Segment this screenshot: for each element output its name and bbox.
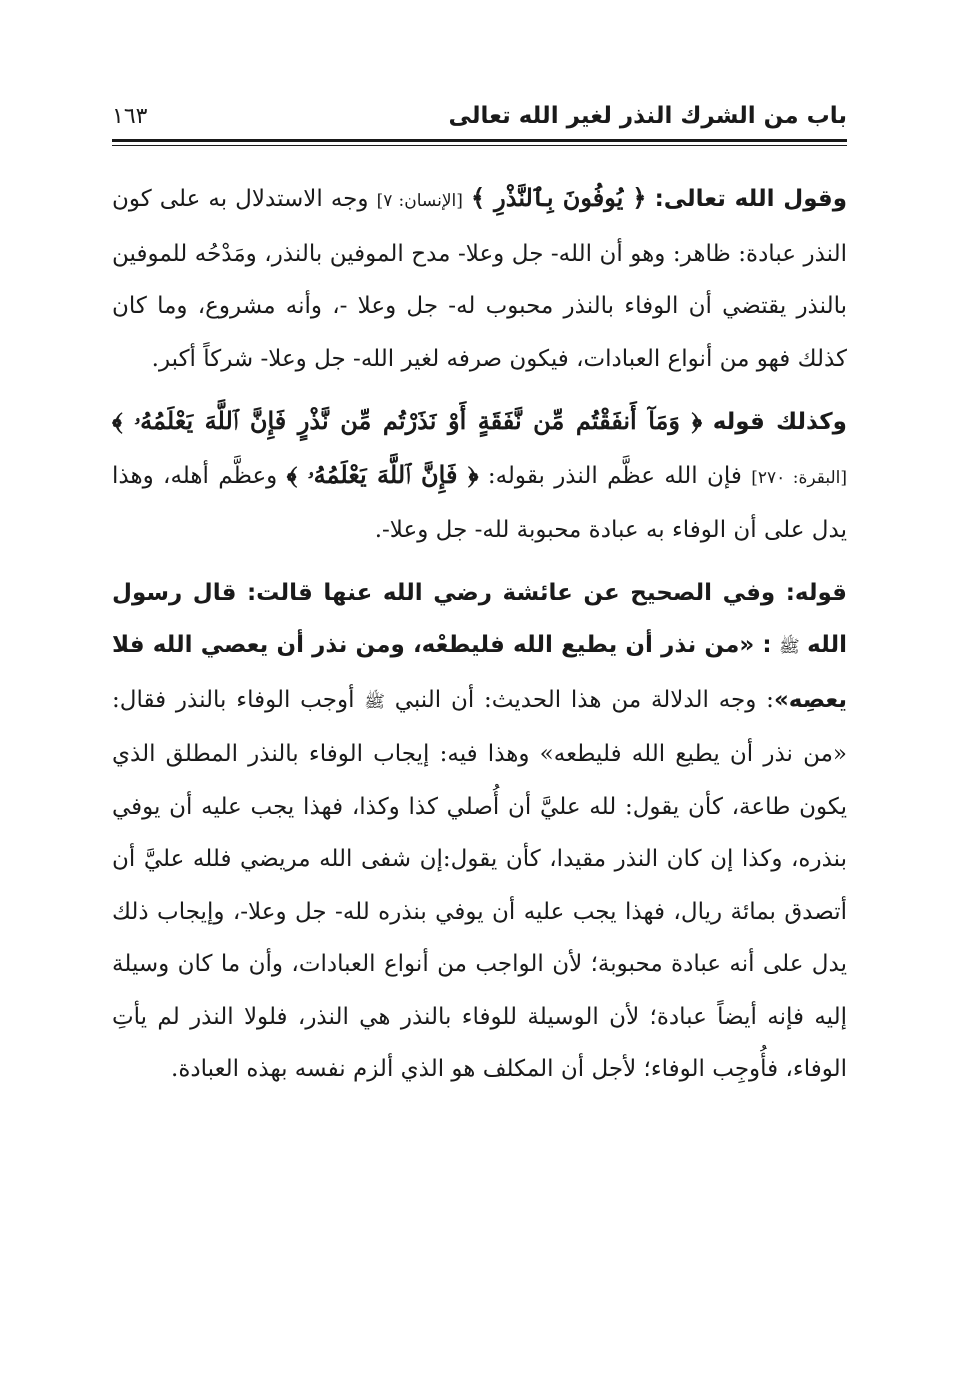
p1-reference: [الإنسان: ٧] [376,191,463,211]
paragraph-2 [112,395,847,557]
page-number: ١٦٣ [112,103,148,129]
body-text [112,172,847,1096]
p3-honorific-2: ﷺ [364,691,385,712]
header-rule-thick [112,139,847,142]
p1-verse: ﴿ يُوفُونَ بِٱلنَّذْرِ ﴾ [470,183,647,212]
chapter-title: باب من الشرك النذر لغير الله تعالى [448,103,847,129]
p3-honorific: ﷺ [779,637,800,657]
p3-hadith: : «من نذر أن يطيع الله فليطعْه، ومن نذر أن يعصي الله فلا يعصِه» [112,632,848,713]
running-header [112,96,847,136]
p2-verse-2: ﴿ فَإِنَّ ٱللَّهَ يَعْلَمُهُۥ ﴾ [286,459,479,489]
p2-lead: وكذلك قوله [712,409,847,435]
p3-text-b: أوجب الوفاء بالنذر فقال: «من نذر أن يطيع الله فليطعه» وهذا فيه: إيجاب الوفاء بالنذر المطلق الذي يكون طاعة، كأن يقول: لله عليَّ أن أُصلي كذا وكذا، فهذا يجب عليه أن يوفي بنذره، وكذا إن كان النذر مقيدا، كأن يقول:إن شفى الله مريضي فلله عليَّ أن أتصدق بمائة ريال، فهذا يجب عليه أن يوفي بنذره لله- جل وعلا-، وإيجاب ذلك يدل على أنه عبادة محبوبة؛ لأن الواجب من أنواع العبادات، وأن ما كان وسيلة إليه فإنه أيضاً عبادة؛ لأن الوسيلة للوفاء بالنذر هي النذر، فلولا النذر لم يأتِ الوفاء، فأُوجِب الوفاء؛ لأجل أن المكلف هو الذي ألزم نفسه بهذه العبادة. [112,686,847,1082]
p1-text: وجه الاستدلال به على كون النذر عبادة: ظاهر: وهو أن الله- جل وعلا- مدح الموفين بالنذر، ومَدْحُه للموفين بالنذر يقتضي أن الوفاء بالنذر محبوب له- جل وعلا -، وأنه مشروع، وما كان كذلك فهو من أنواع العبادات، فيكون صرفه لغير الله- جل وعلا- شركاً أكبر. [112,186,847,372]
paragraph-3 [112,567,847,1096]
p3-lead: قوله: وفي الصحيح عن عائشة رضي الله عنها قالت: قال رسول الله [112,579,848,658]
p2-verse: ﴿ وَمَآ أَنفَقْتُم مِّن نَّفَقَةٍ أَوْ نَذَرْتُم مِّن نَّذْرٍ فَإِنَّ ٱللَّهَ يَعْلَمُهُۥ ﴾ [112,406,703,435]
p2-reference: [البقرة: ٢٧٠] [751,467,848,488]
p1-lead: وقول الله تعالى: [654,186,848,212]
p3-text-a: : وجه الدلالة من هذا الحديث: أن النبي [394,686,774,713]
p2-text-a: فإن الله عظَّم النذر بقوله: [487,462,742,489]
paragraph-1 [112,172,847,385]
p2-text-b: وعظَّم أهله، وهذا يدل على أن الوفاء به عبادة محبوبة لله- جل وعلا-. [112,462,847,543]
header-rule-thin [112,145,847,146]
